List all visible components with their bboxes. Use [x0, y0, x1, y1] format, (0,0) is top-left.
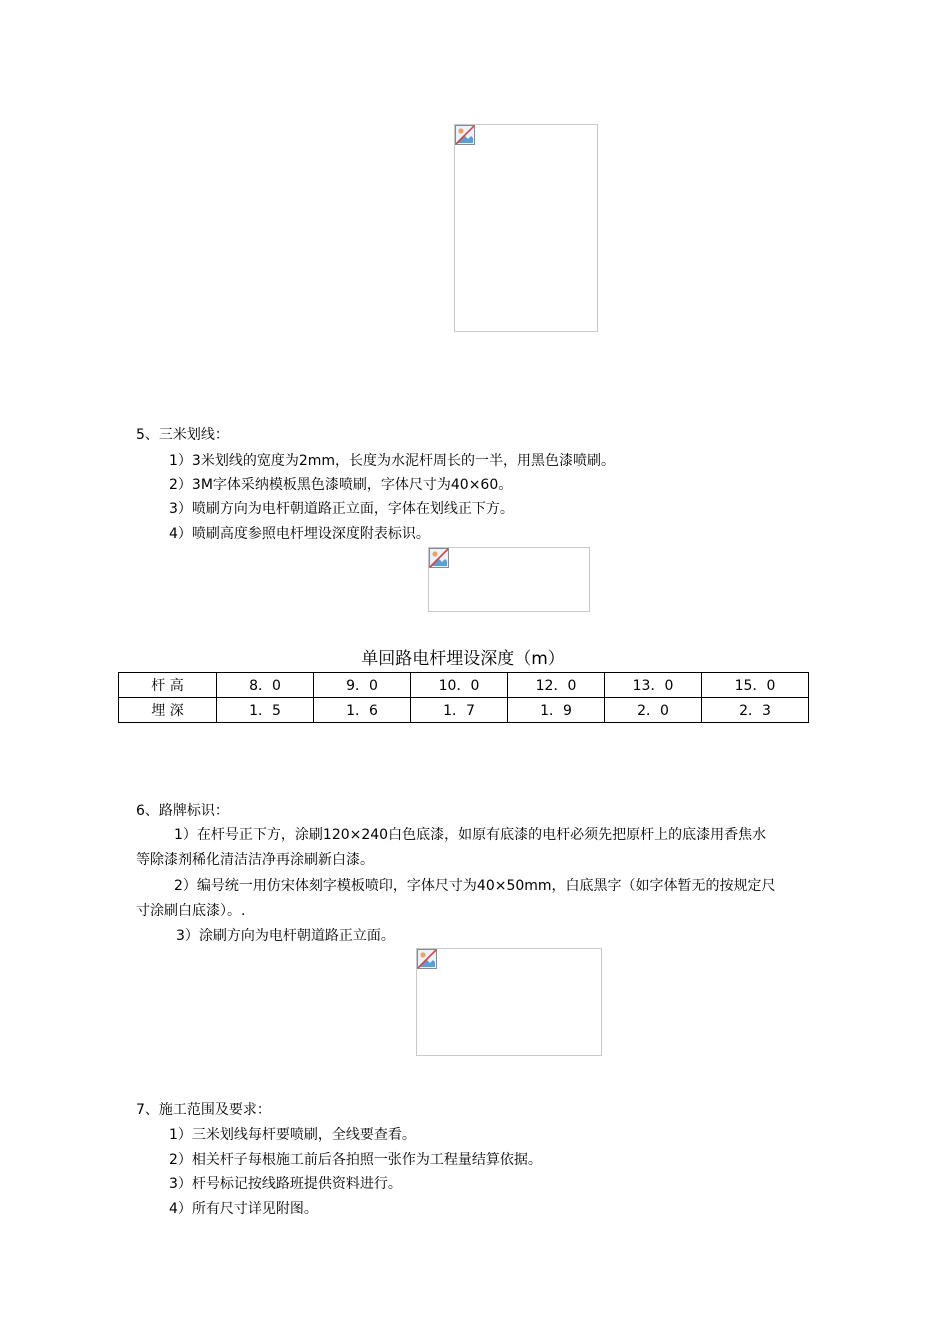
section6-item1-line2: 等除漆剂稀化清洁洁净再涂刷新白漆。 — [136, 852, 374, 868]
section7-item-1: 1）三米划线每杆要喷刷，全线要查看。 — [169, 1127, 416, 1143]
broken-image-icon — [455, 125, 475, 145]
table-cell: 2．0 — [605, 698, 702, 723]
table-row-depth — [119, 698, 809, 723]
table-cell: 1．7 — [411, 698, 508, 723]
table-cell: 12．0 — [508, 673, 605, 698]
section7-item-2: 2）相关杆子每根施工前后各拍照一张作为工程量结算依据。 — [169, 1152, 542, 1168]
table-cell: 1．9 — [508, 698, 605, 723]
depth-table-title: 单回路电杆埋设深度（m） — [361, 649, 565, 669]
broken-image-icon — [417, 949, 437, 969]
image-placeholder-pole — [454, 124, 598, 332]
table-cell: 9．0 — [314, 673, 411, 698]
section7-item-3: 3）杆号标记按线路班提供资料进行。 — [169, 1176, 402, 1192]
section6-item2-line2: 寸涂刷白底漆）。. — [136, 903, 246, 919]
table-cell: 1．6 — [314, 698, 411, 723]
table-cell: 2．3 — [702, 698, 809, 723]
depth-table — [118, 672, 809, 723]
table-cell: 8．0 — [217, 673, 314, 698]
table-cell: 1．5 — [217, 698, 314, 723]
table-cell-label: 埋 深 — [119, 698, 217, 723]
table-cell: 15．0 — [702, 673, 809, 698]
section5-item-3: 3）喷刷方向为电杆朝道路正立面，字体在划线正下方。 — [169, 501, 514, 517]
table-cell: 13．0 — [605, 673, 702, 698]
table-cell: 10．0 — [411, 673, 508, 698]
section7-item-4: 4）所有尺寸详见附图。 — [169, 1201, 318, 1217]
table-cell-label: 杆 高 — [119, 673, 217, 698]
section6-heading: 6、路牌标识： — [136, 803, 229, 819]
broken-image-icon — [429, 548, 449, 568]
section5-item-2: 2）3M字体采纳模板黑色漆喷刷，字体尺寸为40×60。 — [169, 477, 513, 493]
section5-heading: 5、三米划线： — [136, 427, 229, 443]
section6-item3: 3）涂刷方向为电杆朝道路正立面。 — [176, 928, 395, 944]
image-placeholder-line-marking — [428, 547, 590, 612]
section7-heading: 7、施工范围及要求： — [136, 1102, 271, 1118]
section5-item-4: 4）喷刷高度参照电杆埋设深度附表标识。 — [169, 526, 430, 542]
section5-item-1: 1）3米划线的宽度为2mm，长度为水泥杆周长的一半，用黑色漆喷刷。 — [169, 453, 615, 469]
table-row-height — [119, 673, 809, 698]
image-placeholder-sign — [416, 948, 602, 1056]
section6-item2-line1: 2）编号统一用仿宋体刻字模板喷印，字体尺寸为40×50mm，白底黑字（如字体暂无的按规定尺 — [174, 878, 776, 894]
section6-item1-line1: 1）在杆号正下方，涂刷120×240白色底漆，如原有底漆的电杆必须先把原杆上的底漆用香焦水 — [174, 827, 767, 843]
